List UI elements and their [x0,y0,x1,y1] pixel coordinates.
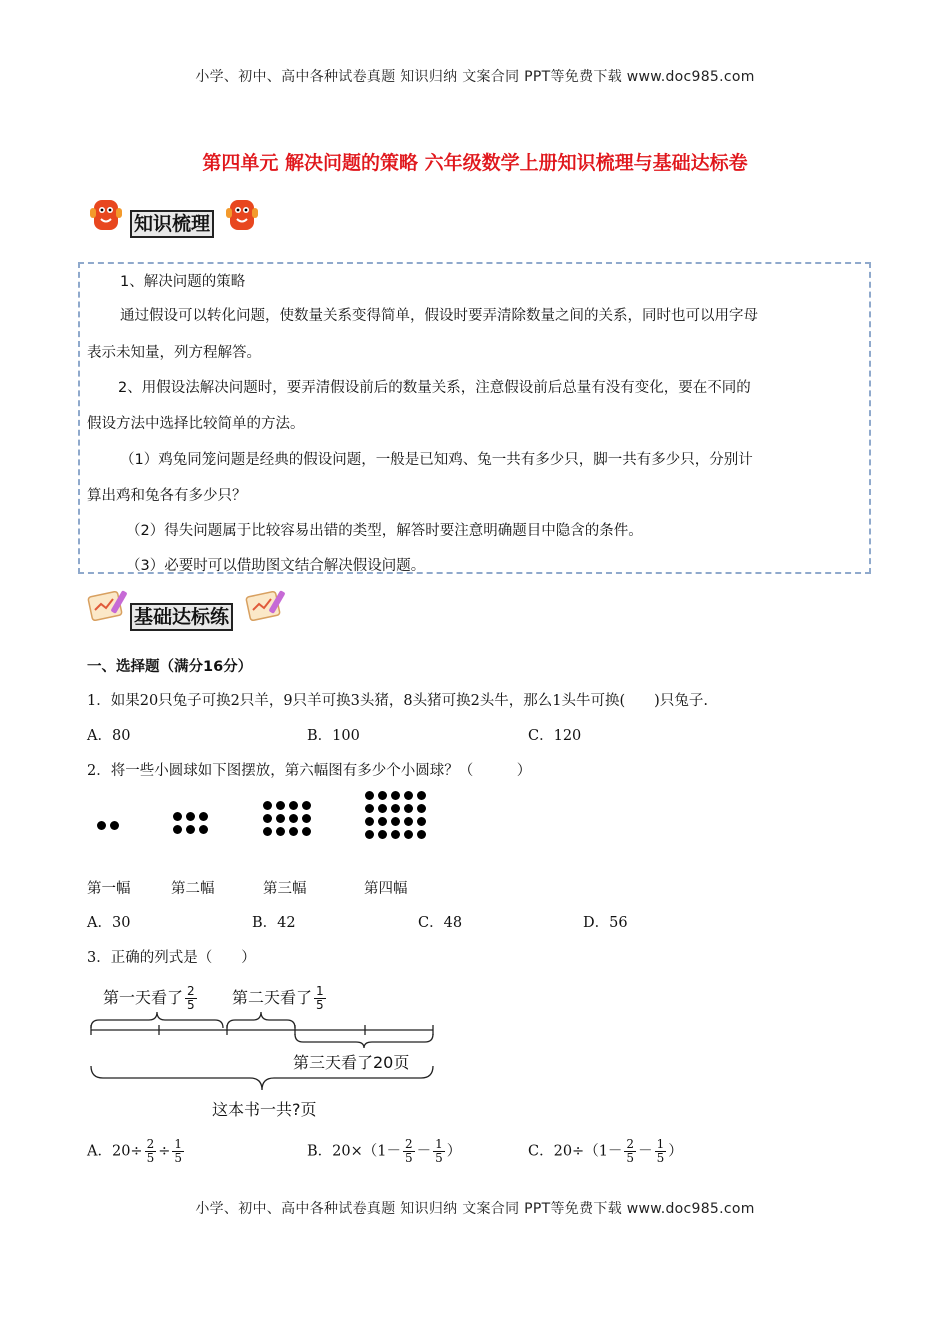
ball-dot [276,827,285,836]
ball-dot [378,804,387,813]
diagram-total-label: 这本书一共?页 [212,1100,317,1119]
ball-dot [391,791,400,800]
ball-dot [199,825,208,834]
figure-label-4: 第四幅 [364,881,408,897]
option-text: C．20÷（1－ [528,1143,623,1160]
knowledge-line: 算出鸡和兔各有多少只？ [87,488,247,504]
diagram-day3-label: 第三天看了20页 [293,1053,410,1072]
fraction [655,1138,667,1165]
fraction [145,1138,157,1165]
brace-day2 [227,1012,295,1028]
ball-dot [378,791,387,800]
option-text: ÷ [158,1143,171,1160]
ball-dot [404,830,413,839]
q2-option-b: B．42 [252,915,296,931]
option-text: ） [668,1143,683,1160]
brace-day1 [91,1012,223,1028]
page-header: 小学、初中、高中各种试卷真题 知识归纳 文案合同 PPT等免费下载 www.doc985.com [195,69,755,85]
q2-option-c: C．48 [418,915,463,931]
ball-dot [417,817,426,826]
fraction-numerator: 2 [187,984,195,998]
day1-text: 第一天看了 [103,988,184,1007]
ball-dot [302,827,311,836]
fraction-denominator: 5 [404,1151,413,1165]
ball-dot [173,825,182,834]
option-text: B．20×（1－ [307,1143,401,1160]
page-title: 第四单元 解决问题的策略 六年级数学上册知识梳理与基础达标卷 [202,152,748,174]
q2-option-a: A．30 [87,915,131,931]
fraction-denominator: 5 [174,1151,183,1165]
ball-dot [263,827,272,836]
fraction-denominator: 5 [656,1151,665,1165]
figure-label-3: 第三幅 [263,881,307,897]
figure-label-2: 第二幅 [171,881,215,897]
ball-dot [365,804,374,813]
fraction-denominator: 5 [187,998,195,1012]
q2-option-d: D．56 [583,915,628,931]
ball-dot [289,801,298,810]
knowledge-line: 表示未知量，列方程解答。 [87,345,261,361]
knowledge-line: （3）必要时可以借助图文结合解决假设问题。 [126,558,426,574]
ball-dot [199,812,208,821]
q3-option-a [87,1138,186,1165]
fraction [403,1138,415,1165]
ball-dot [391,830,400,839]
ball-dot [404,804,413,813]
day2-text: 第二天看了 [232,988,313,1007]
ball-dot [97,821,106,830]
q3-option-c [528,1138,683,1165]
ball-dot [365,830,374,839]
ball-dot [302,801,311,810]
knowledge-line: 2、用假设法解决问题时，要弄清假设前后的数量关系，注意假设前后总量有没有变化，要在不同的 [118,380,751,396]
q1-option-b: B．100 [307,728,360,744]
fraction-denominator: 5 [316,998,324,1012]
fraction-numerator: 2 [404,1137,413,1151]
ball-dot [186,812,195,821]
option-text: A．20÷ [87,1143,143,1160]
question-1: 1．如果20只兔子可换2只羊，9只羊可换3头猪，8头猪可换2头牛，那么1头牛可换( )只兔子. [87,693,708,709]
ball-dot [378,830,387,839]
ball-dot [365,791,374,800]
ball-dot [276,801,285,810]
ball-dot [391,817,400,826]
question-2: 2．将一些小圆球如下图摆放，第六幅图有多少个小圆球？（ ） [87,763,532,779]
fraction-numerator: 1 [435,1137,443,1151]
ball-dot [417,830,426,839]
ball-dot [404,817,413,826]
ball-dot [378,817,387,826]
fraction [624,1138,636,1165]
fraction-numerator: 2 [146,1137,155,1151]
fraction-numerator: 1 [656,1137,665,1151]
fraction-denominator: 5 [146,1151,155,1165]
ball-dot [404,791,413,800]
q1-option-c: C．120 [528,728,582,744]
knowledge-line: （2）得失问题属于比较容易出错的类型，解答时要注意明确题目中隐含的条件。 [126,523,643,539]
section-label-practice: 基础达标练 [130,603,233,631]
option-text: － [638,1143,653,1160]
ball-dot [302,814,311,823]
ball-dot [110,821,119,830]
section-label-knowledge: 知识梳理 [130,210,214,238]
q3-option-b [307,1138,461,1165]
ball-dot [417,804,426,813]
option-text: ） [446,1143,462,1160]
ball-dot [263,814,272,823]
ball-dot [263,801,272,810]
page-footer: 小学、初中、高中各种试卷真题 知识归纳 文案合同 PPT等免费下载 www.doc985.com [195,1201,755,1217]
fraction-numerator: 2 [626,1137,635,1151]
knowledge-line: 假设方法中选择比较简单的方法。 [87,416,305,432]
ball-dot [417,791,426,800]
ball-dot [289,814,298,823]
ball-dot [391,804,400,813]
fraction-denominator: 5 [626,1151,635,1165]
figure-label-1: 第一幅 [87,881,131,897]
knowledge-line: 通过假设可以转化问题，使数量关系变得简单，假设时要弄清除数量之间的关系，同时也可以用字母 [120,308,758,324]
question-3: 3．正确的列式是（ ） [87,950,256,966]
knowledge-line: 1、解决问题的策略 [120,274,246,290]
brace-day3 [295,1034,433,1048]
ball-dot [365,817,374,826]
part-title: 一、选择题（满分16分） [87,659,253,675]
ball-dot [289,827,298,836]
fraction-numerator: 1 [174,1137,183,1151]
fraction [172,1138,184,1165]
ball-dot [186,825,195,834]
q1-option-a: A．80 [87,728,131,744]
ball-dot [276,814,285,823]
fraction-numerator: 1 [316,984,324,998]
knowledge-line: （1）鸡兔同笼问题是经典的假设问题，一般是已知鸡、兔一共有多少只，脚一共有多少只，分别计 [120,452,753,468]
option-text: － [416,1143,432,1160]
fraction [433,1138,445,1165]
ball-dot [173,812,182,821]
fraction-denominator: 5 [435,1151,443,1165]
